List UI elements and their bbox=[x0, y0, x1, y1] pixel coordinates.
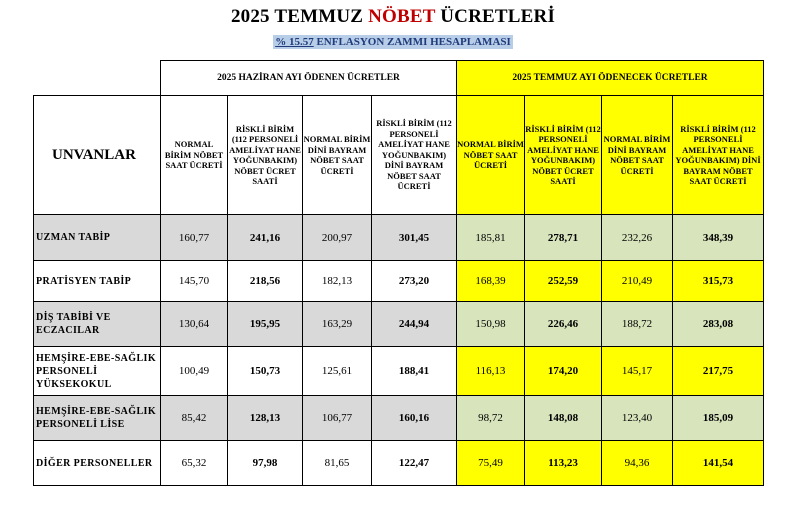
table-cell: 218,56 bbox=[228, 261, 303, 302]
table-cell: 81,65 bbox=[303, 441, 372, 486]
fee-table bbox=[33, 60, 764, 486]
fee-table-body bbox=[34, 61, 764, 486]
table-cell: 168,39 bbox=[457, 261, 525, 302]
column-header-row bbox=[34, 96, 764, 215]
page-subtitle bbox=[273, 35, 513, 49]
table-cell: 145,70 bbox=[161, 261, 228, 302]
table-cell: 160,16 bbox=[372, 396, 457, 441]
row-label: DİĞER PERSONELLER bbox=[34, 441, 161, 486]
table-cell: 100,49 bbox=[161, 347, 228, 396]
table-cell: 98,72 bbox=[457, 396, 525, 441]
table-cell: 123,40 bbox=[602, 396, 673, 441]
table-cell: 106,77 bbox=[303, 396, 372, 441]
table-cell: 195,95 bbox=[228, 302, 303, 347]
row-label: DİŞ TABİBİ VE ECZACILAR bbox=[34, 302, 161, 347]
row-label: PRATİSYEN TABİP bbox=[34, 261, 161, 302]
title-part-1: 2025 TEMMUZ bbox=[230, 6, 369, 27]
title-part-2: NÖBET bbox=[368, 6, 436, 27]
table-row bbox=[34, 261, 764, 302]
col-header-june-normal: NORMAL BİRİM NÖBET SAAT ÜCRETİ bbox=[161, 96, 228, 215]
table-cell: 128,13 bbox=[228, 396, 303, 441]
table-cell: 348,39 bbox=[673, 215, 764, 261]
table-cell: 210,49 bbox=[602, 261, 673, 302]
table-cell: 116,13 bbox=[457, 347, 525, 396]
table-row bbox=[34, 302, 764, 347]
row-label: HEMŞİRE-EBE-SAĞLIK PERSONELİ YÜKSEKOKUL bbox=[34, 347, 161, 396]
blank-corner-cell bbox=[34, 61, 161, 96]
table-cell: 244,94 bbox=[372, 302, 457, 347]
table-cell: 278,71 bbox=[525, 215, 602, 261]
col-header-july-normal: NORMAL BİRİM NÖBET SAAT ÜCRETİ bbox=[457, 96, 525, 215]
table-cell: 150,98 bbox=[457, 302, 525, 347]
table-cell: 315,73 bbox=[673, 261, 764, 302]
table-cell: 185,81 bbox=[457, 215, 525, 261]
table-cell: 252,59 bbox=[525, 261, 602, 302]
table-cell: 301,45 bbox=[372, 215, 457, 261]
subtitle-wrap bbox=[0, 32, 786, 50]
table-cell: 226,46 bbox=[525, 302, 602, 347]
table-row bbox=[34, 441, 764, 486]
row-label: UZMAN TABİP bbox=[34, 215, 161, 261]
title-part-3: ÜCRETLERİ bbox=[435, 6, 556, 27]
table-row bbox=[34, 215, 764, 261]
table-cell: 65,32 bbox=[161, 441, 228, 486]
table-cell: 148,08 bbox=[525, 396, 602, 441]
table-cell: 174,20 bbox=[525, 347, 602, 396]
group-header-june: 2025 HAZİRAN AYI ÖDENEN ÜCRETLER bbox=[161, 61, 457, 96]
col-header-june-holiday-normal: NORMAL BİRİM DİNİ BAYRAM NÖBET SAAT ÜCRETİ bbox=[303, 96, 372, 215]
table-cell: 125,61 bbox=[303, 347, 372, 396]
col-header-july-holiday-normal: NORMAL BİRİM DİNİ BAYRAM NÖBET SAAT ÜCRETİ bbox=[602, 96, 673, 215]
table-cell: 75,49 bbox=[457, 441, 525, 486]
table-cell: 200,97 bbox=[303, 215, 372, 261]
subtitle-percent: % 15.57 bbox=[275, 36, 314, 48]
table-cell: 273,20 bbox=[372, 261, 457, 302]
table-cell: 160,77 bbox=[161, 215, 228, 261]
row-label: HEMŞİRE-EBE-SAĞLIK PERSONELİ LİSE bbox=[34, 396, 161, 441]
table-cell: 163,29 bbox=[303, 302, 372, 347]
table-cell: 122,47 bbox=[372, 441, 457, 486]
table-cell: 188,72 bbox=[602, 302, 673, 347]
col-header-july-risky: RİSKLİ BİRİM (112 PERSONELİ AMELİYAT HANE YOĞUNBAKIM) NÖBET ÜCRET SAATİ bbox=[525, 96, 602, 215]
col-header-june-holiday-risky: RİSKLİ BİRİM (112 PERSONELİ AMELİYAT HANE YOĞUNBAKIM) DİNİ BAYRAM NÖBET SAAT ÜCRETİ bbox=[372, 96, 457, 215]
table-row bbox=[34, 347, 764, 396]
group-header-row bbox=[34, 61, 764, 96]
col-header-june-risky: RİSKLİ BİRİM (112 PERSONELİ AMELİYAT HANE YOĞUNBAKIM) NÖBET ÜCRET SAATİ bbox=[228, 96, 303, 215]
table-cell: 185,09 bbox=[673, 396, 764, 441]
table-cell: 97,98 bbox=[228, 441, 303, 486]
table-row bbox=[34, 396, 764, 441]
table-cell: 85,42 bbox=[161, 396, 228, 441]
table-cell: 182,13 bbox=[303, 261, 372, 302]
table-cell: 94,36 bbox=[602, 441, 673, 486]
table-cell: 130,64 bbox=[161, 302, 228, 347]
page-title bbox=[0, 6, 786, 28]
unvanlar-header: UNVANLAR bbox=[34, 96, 161, 215]
table-cell: 283,08 bbox=[673, 302, 764, 347]
group-header-july: 2025 TEMMUZ AYI ÖDENECEK ÜCRETLER bbox=[457, 61, 764, 96]
subtitle-text: ENFLASYON ZAMMI HESAPLAMASI bbox=[313, 36, 511, 48]
table-cell: 188,41 bbox=[372, 347, 457, 396]
table-cell: 241,16 bbox=[228, 215, 303, 261]
table-cell: 113,23 bbox=[525, 441, 602, 486]
table-cell: 141,54 bbox=[673, 441, 764, 486]
table-cell: 145,17 bbox=[602, 347, 673, 396]
table-cell: 217,75 bbox=[673, 347, 764, 396]
table-cell: 150,73 bbox=[228, 347, 303, 396]
table-cell: 232,26 bbox=[602, 215, 673, 261]
col-header-july-holiday-risky: RİSKLİ BİRİM (112 PERSONELİ AMELİYAT HANE YOĞUNBAKIM) DİNİ BAYRAM NÖBET SAAT ÜCRETİ bbox=[673, 96, 764, 215]
